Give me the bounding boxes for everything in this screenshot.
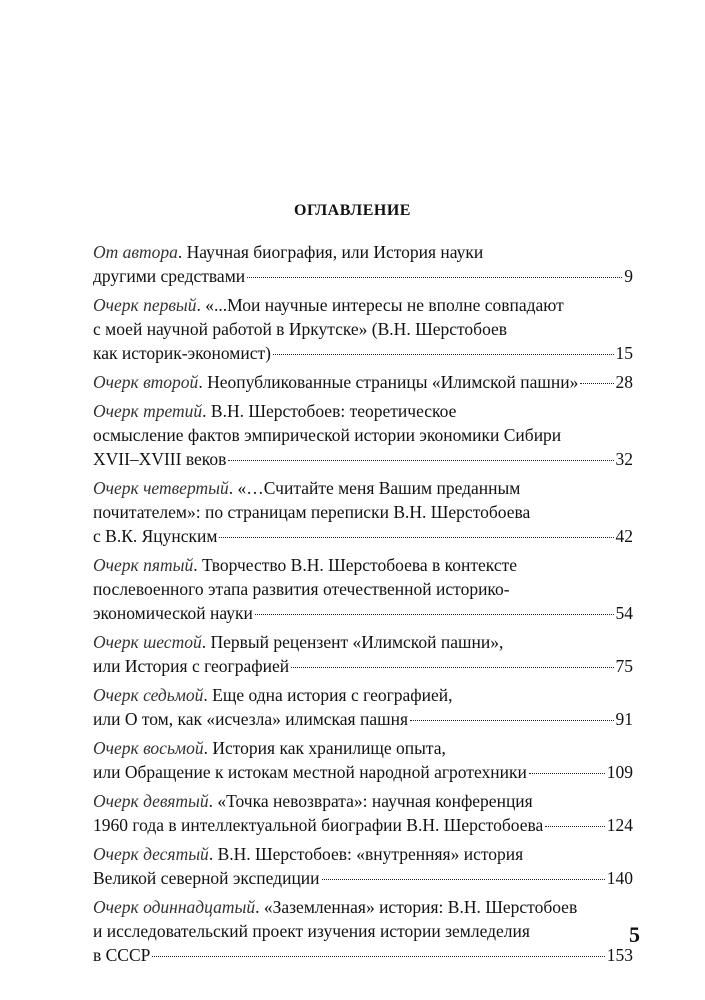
toc-entry-body: В.Н. Шерстобоев: «внутренняя» история	[217, 844, 524, 864]
toc-entry-label: Очерк второй	[93, 372, 199, 392]
toc-entry-page: 140	[606, 868, 633, 888]
toc-leader-dots	[291, 667, 613, 668]
toc-entry-body: «...Мои научные интересы не вполне совпадают	[205, 295, 564, 315]
toc-entry-page: 124	[606, 815, 633, 835]
toc-entry-label: От автора	[93, 242, 178, 262]
toc-entry-body: с моей научной работой в Иркутске» (В.Н. Шерстобоев	[93, 319, 508, 339]
toc-entry-label: Очерк пятый	[93, 555, 194, 575]
toc-entry-text	[93, 760, 527, 784]
toc-entry-text	[93, 921, 530, 941]
toc-entry-page: 42	[615, 526, 633, 546]
toc-entry-label: Очерк девятый	[93, 791, 209, 811]
toc-entry-text	[93, 707, 408, 731]
toc-entry-line	[93, 341, 633, 365]
toc-entry-label: Очерк первый	[93, 295, 197, 315]
toc-entry-body: и исследовательский проект изучения истории земледелия	[93, 921, 530, 941]
toc-entry-text	[93, 943, 150, 967]
toc-entry-text: Очерк седьмой. Еще одна история с географией,	[93, 685, 453, 705]
toc-entry-body: или О том, как «исчезла» илимская пашня	[93, 709, 408, 729]
toc-entry-line	[93, 317, 633, 341]
toc-entry-page: 75	[615, 656, 633, 676]
toc-entry	[93, 736, 633, 784]
toc-entry-line	[93, 919, 633, 943]
toc-leader-dots	[580, 383, 613, 384]
toc-entry-body: с В.К. Яцунским	[93, 526, 218, 546]
toc-entry-text: От автора. Научная биография, или История науки	[93, 242, 484, 262]
toc-entry-line	[93, 399, 633, 423]
toc-entry-body: Творчество В.Н. Шерстобоева в контексте	[201, 555, 518, 575]
toc-entry-line	[93, 736, 633, 760]
toc-entry-text: Очерк восьмой. История как хранилище опыта,	[93, 738, 446, 758]
toc-leader-dots	[247, 277, 622, 278]
toc-entry-line	[93, 370, 633, 394]
toc-entry-body: «Заземленная» история: В.Н. Шерстобоев	[263, 897, 578, 917]
toc-entry-label: Очерк третий	[93, 401, 203, 421]
toc-entry-text: Очерк одиннадцатый. «Заземленная» история: В.Н. Шерстобоев	[93, 897, 578, 917]
toc-entry-line	[93, 293, 633, 317]
toc-entry-body: 1960 года в интеллектуальной биографии В.Н. Шерстобоева	[93, 815, 544, 835]
toc-entry	[93, 240, 633, 288]
toc-entry-text	[93, 579, 510, 599]
toc-entry-body: История как хранилище опыта,	[212, 738, 446, 758]
toc-entry	[93, 476, 633, 548]
table-of-contents	[93, 240, 633, 972]
toc-entry-text	[93, 341, 271, 365]
toc-entry-page: 32	[615, 449, 633, 469]
toc-entry-body: Неопубликованные страницы «Илимской пашни»	[207, 372, 579, 392]
toc-entry-line	[93, 577, 633, 601]
toc-entry-body: В.Н. Шерстобоев: теоретическое	[210, 401, 457, 421]
toc-entry-body: Научная биография, или История науки	[186, 242, 484, 262]
toc-entry-text: Очерк девятый. «Точка невозврата»: научная конференция	[93, 791, 533, 811]
toc-entry-text	[93, 866, 320, 890]
page-number: 5	[629, 922, 640, 947]
toc-entry-label: Очерк одиннадцатый	[93, 897, 256, 917]
toc-entry-label: Очерк четвертый	[93, 478, 229, 498]
toc-entry	[93, 553, 633, 625]
toc-entry-text	[93, 447, 226, 471]
toc-entry	[93, 399, 633, 471]
toc-entry-line	[93, 500, 633, 524]
toc-entry-line	[93, 630, 633, 654]
toc-entry-line	[93, 813, 633, 837]
toc-entry-text	[93, 654, 289, 678]
toc-entry-line	[93, 476, 633, 500]
toc-entry	[93, 789, 633, 837]
toc-entry-text: Очерк десятый. В.Н. Шерстобоев: «внутренняя» история	[93, 844, 524, 864]
toc-leader-dots	[255, 614, 614, 615]
toc-leader-dots	[410, 720, 614, 721]
toc-entry-text	[93, 601, 253, 625]
toc-entry-text: Очерк третий. В.Н. Шерстобоев: теоретическое	[93, 401, 457, 421]
toc-entry-page: 28	[615, 372, 633, 392]
toc-leader-dots	[152, 956, 604, 957]
toc-entry-text: Очерк четвертый. «…Считайте меня Вашим преданным	[93, 478, 521, 498]
toc-entry-text	[93, 425, 561, 445]
toc-entry-text: Очерк первый. «...Мои научные интересы не вполне совпадают	[93, 295, 564, 315]
toc-entry	[93, 683, 633, 731]
toc-entry-line	[93, 423, 633, 447]
toc-entry-page: 109	[606, 762, 633, 782]
toc-entry-page: 153	[606, 945, 633, 965]
toc-leader-dots	[545, 826, 604, 827]
toc-leader-dots	[228, 460, 613, 461]
toc-entry-line	[93, 654, 633, 678]
toc-entry-text	[93, 813, 543, 837]
toc-entry-page: 54	[615, 603, 633, 623]
toc-entry-text: Очерк шестой. Первый рецензент «Илимской пашни»,	[93, 632, 504, 652]
toc-entry-line	[93, 895, 633, 919]
toc-entry-line	[93, 789, 633, 813]
toc-entry-body: в СССР	[93, 945, 151, 965]
toc-entry-line	[93, 760, 633, 784]
toc-entry-body: другими средствами	[93, 266, 246, 286]
toc-entry-body: послевоенного этапа развития отечественной историко-	[93, 579, 510, 599]
toc-entry	[93, 842, 633, 890]
toc-entry-body: Великой северной экспедиции	[93, 868, 320, 888]
toc-entry-text: Очерк пятый. Творчество В.Н. Шерстобоева в контексте	[93, 555, 518, 575]
toc-entry-line	[93, 447, 633, 471]
toc-leader-dots	[322, 879, 605, 880]
toc-entry-body: осмысление фактов эмпирической истории экономики Сибири	[93, 425, 562, 445]
toc-entry-line	[93, 553, 633, 577]
toc-entry-text	[93, 319, 507, 339]
toc-entry-line	[93, 943, 633, 967]
toc-entry-page: 15	[615, 343, 633, 363]
toc-leader-dots	[529, 773, 605, 774]
toc-entry-label: Очерк десятый	[93, 844, 209, 864]
toc-title: ОГЛАВЛЕНИЕ	[294, 202, 411, 219]
toc-entry	[93, 630, 633, 678]
toc-entry-text	[93, 524, 217, 548]
toc-entry-text	[93, 502, 530, 522]
toc-entry-body: Еще одна история с географией,	[212, 685, 453, 705]
toc-entry-line	[93, 683, 633, 707]
toc-entry	[93, 293, 633, 365]
toc-entry-body: «Точка невозврата»: научная конференция	[217, 791, 533, 811]
toc-entry-body: XVII–XVIII веков	[93, 449, 227, 469]
toc-entry-body: как историк-экономист)	[93, 343, 271, 363]
toc-entry-body: Первый рецензент «Илимской пашни»,	[210, 632, 504, 652]
toc-entry-text: Очерк второй. Неопубликованные страницы «Илимской пашни»	[93, 372, 579, 392]
toc-entry	[93, 895, 633, 967]
toc-entry-line	[93, 842, 633, 866]
toc-entry-label: Очерк шестой	[93, 632, 202, 652]
toc-entry-line	[93, 524, 633, 548]
toc-entry-body: «…Считайте меня Вашим преданным	[237, 478, 521, 498]
toc-entry-page: 91	[615, 709, 633, 729]
toc-entry-body: экономической науки	[93, 603, 253, 623]
toc-leader-dots	[219, 537, 613, 538]
toc-entry-body: или История с географией	[93, 656, 290, 676]
toc-entry-label: Очерк седьмой	[93, 685, 204, 705]
toc-entry-body: почитателем»: по страницам переписки В.Н. Шерстобоева	[93, 502, 531, 522]
toc-entry-line	[93, 707, 633, 731]
toc-entry-page: 9	[624, 266, 633, 286]
toc-entry-line	[93, 866, 633, 890]
toc-entry-label: Очерк восьмой	[93, 738, 204, 758]
toc-entry-text	[93, 264, 245, 288]
toc-entry-line	[93, 264, 633, 288]
toc-leader-dots	[273, 354, 614, 355]
toc-entry-line	[93, 601, 633, 625]
toc-entry-body: или Обращение к истокам местной народной агротехники	[93, 762, 527, 782]
toc-entry	[93, 370, 633, 394]
toc-entry-line	[93, 240, 633, 264]
